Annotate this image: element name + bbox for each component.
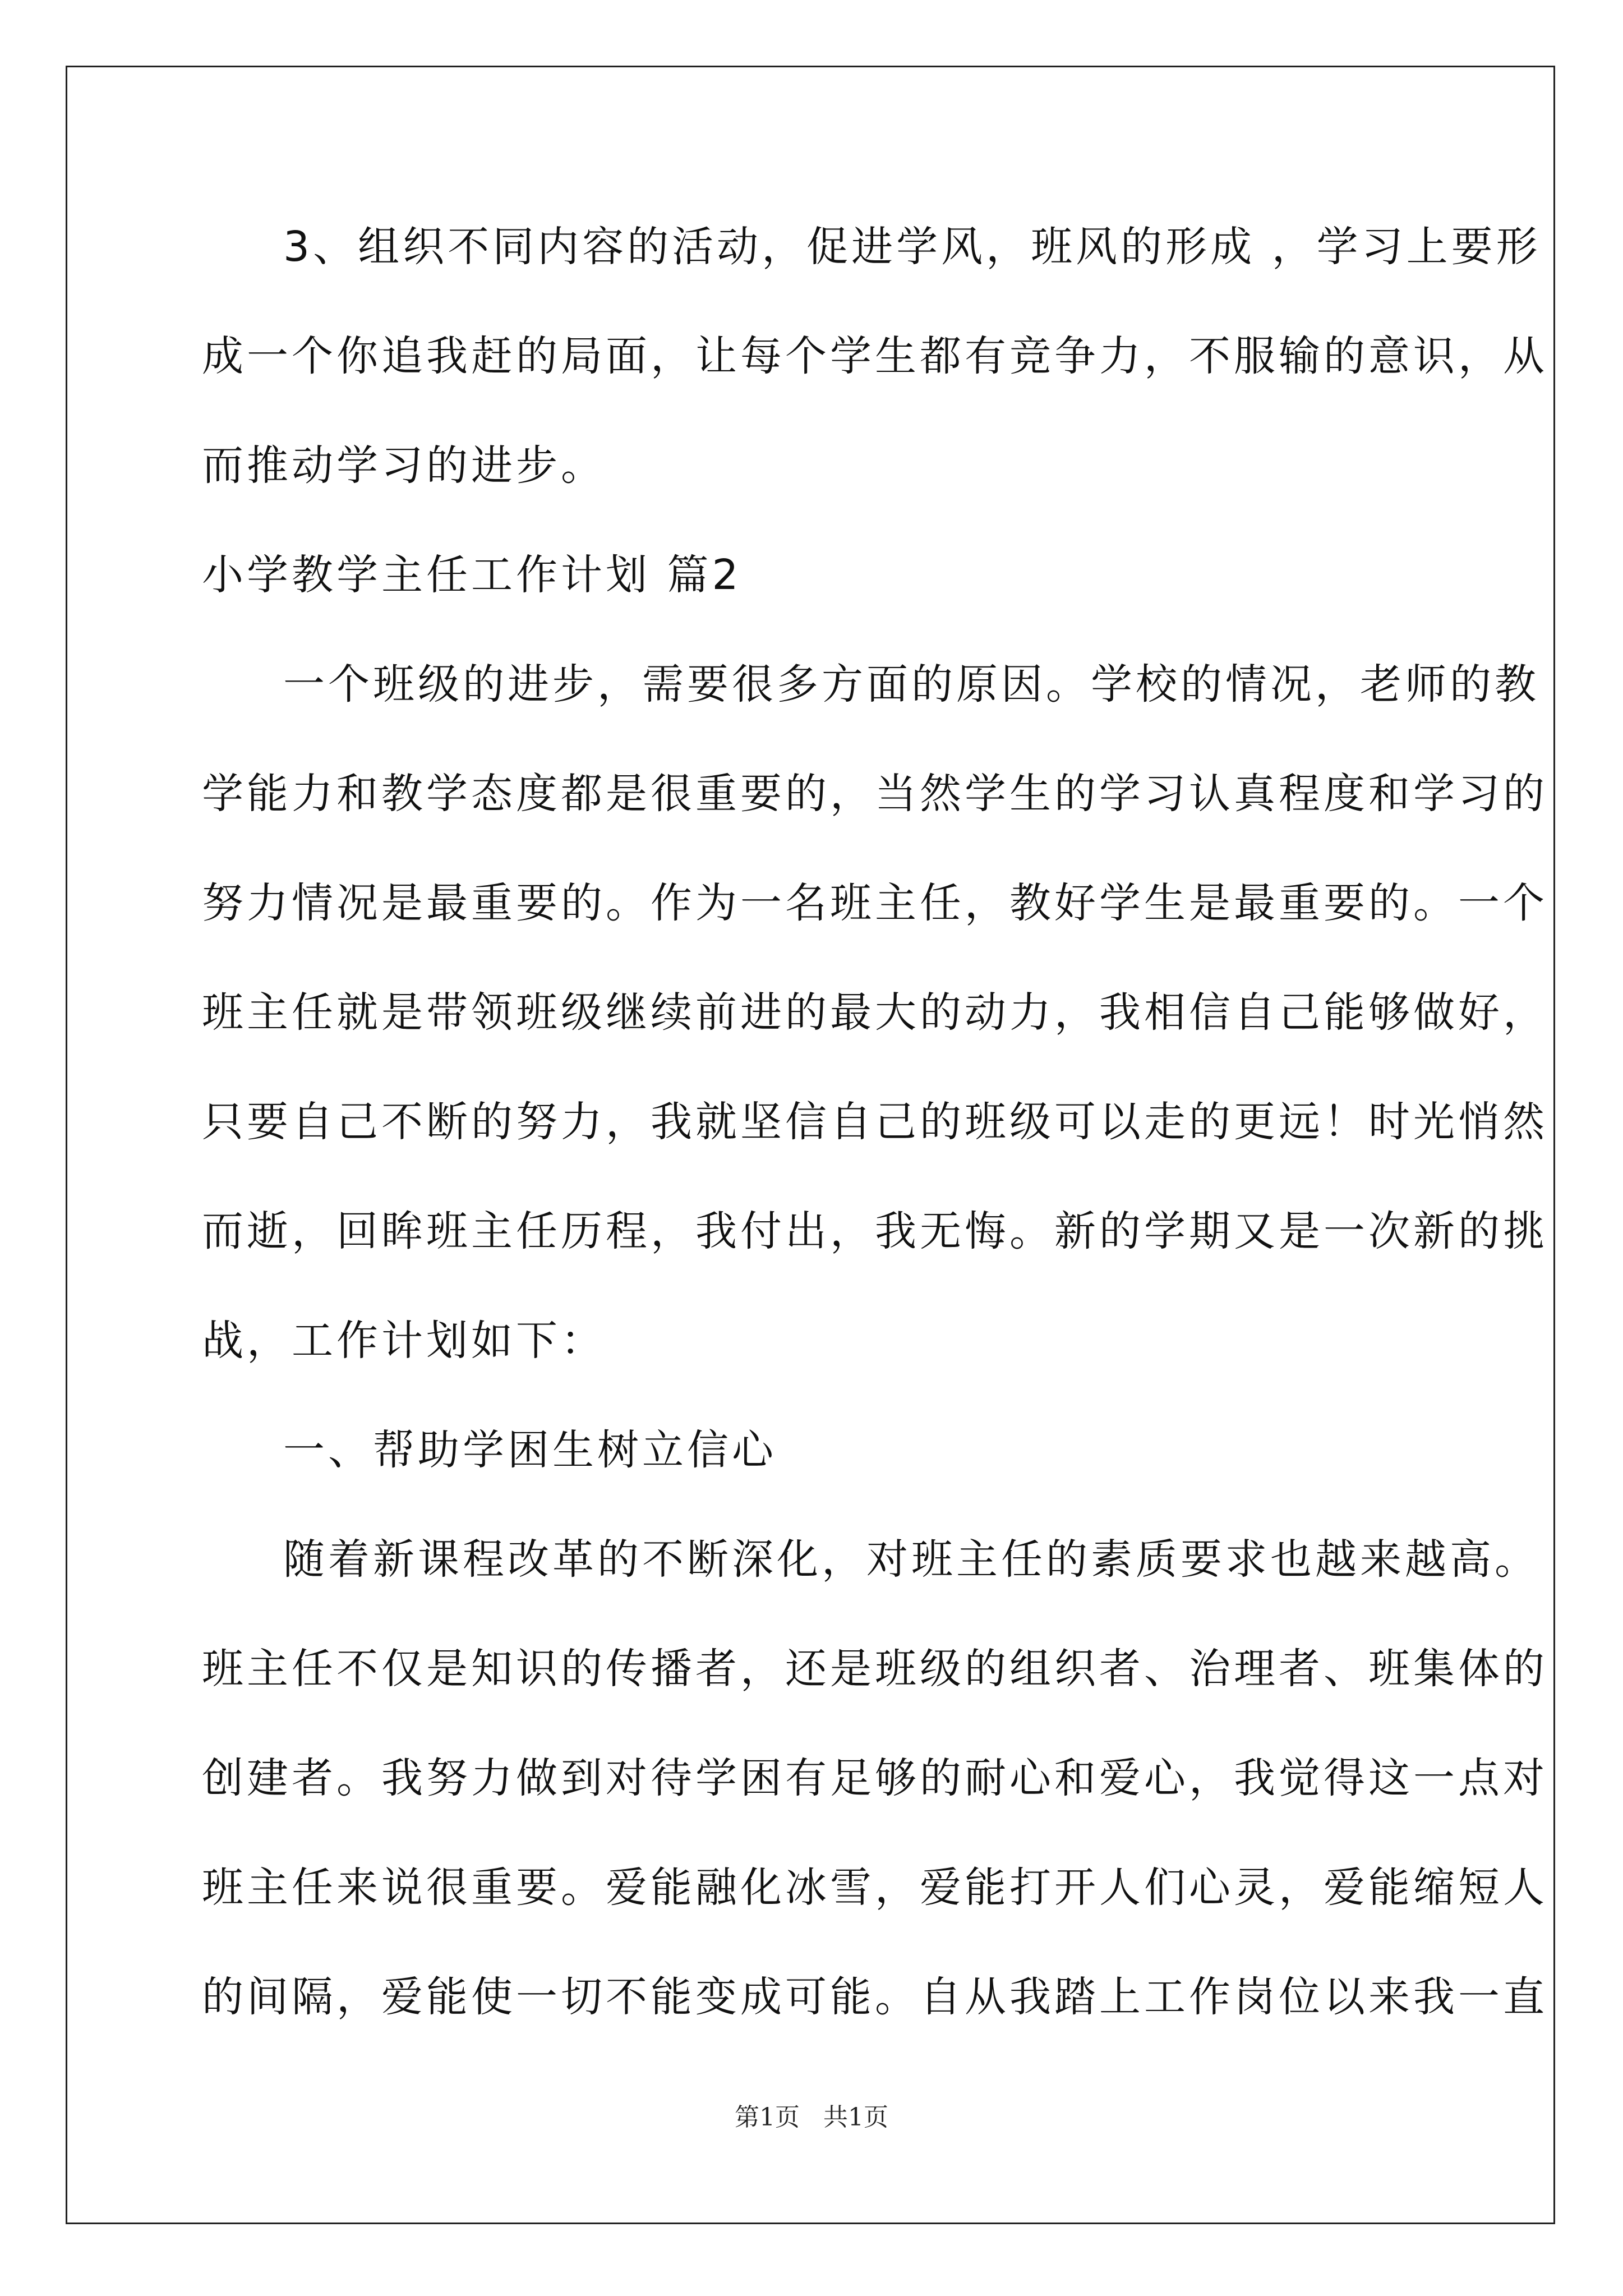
paragraph-line: 学能力和教学态度都是很重要的，当然学生的学习认真程度和学习的	[202, 770, 1548, 818]
paragraph-line: 随着新课程改革的不断深化，对班主任的素质要求也越来越高。	[283, 1535, 1539, 1584]
paragraph-line: 成一个你追我赶的局面，让每个学生都有竞争力，不服输的意识，从	[202, 332, 1548, 380]
paragraph-line: 一个班级的进步，需要很多方面的原因。学校的情况，老师的教	[283, 660, 1539, 708]
page-number: 第1页	[735, 2103, 800, 2132]
section-heading: 小学教学主任工作计划 篇2	[202, 551, 742, 599]
paragraph-line: 努力情况是最重要的。作为一名班主任，教好学生是最重要的。一个	[202, 879, 1548, 927]
paragraph-line: 创建者。我努力做到对待学困有足够的耐心和爱心，我觉得这一点对	[202, 1754, 1548, 1802]
paragraph-line: 而推动学习的进步。	[202, 441, 606, 490]
paragraph-line: 只要自己不断的努力，我就坚信自己的班级可以走的更远！时光悄然	[202, 1098, 1548, 1146]
paragraph-line: 3、组织不同内容的活动，促进学风，班风的形成 ，学习上要形	[283, 223, 1541, 271]
subsection-heading: 一、帮助学困生树立信心	[283, 1426, 777, 1474]
paragraph-line: 战，工作计划如下：	[202, 1317, 606, 1365]
paragraph-line: 而逝，回眸班主任历程，我付出，我无悔。新的学期又是一次新的挑	[202, 1207, 1548, 1255]
paragraph-line: 班主任就是带领班级继续前进的最大的动力，我相信自己能够做好，	[202, 988, 1548, 1037]
paragraph-line: 的间隔，爱能使一切不能变成可能。自从我踏上工作岗位以来我一直	[202, 1973, 1548, 2021]
paragraph-line: 班主任来说很重要。爱能融化冰雪，爱能打开人们心灵，爱能缩短人	[202, 1864, 1548, 1912]
page-total: 共1页	[823, 2103, 888, 2132]
page-footer	[0, 2101, 1623, 2134]
paragraph-line: 班主任不仅是知识的传播者，还是班级的组织者、治理者、班集体的	[202, 1645, 1548, 1693]
